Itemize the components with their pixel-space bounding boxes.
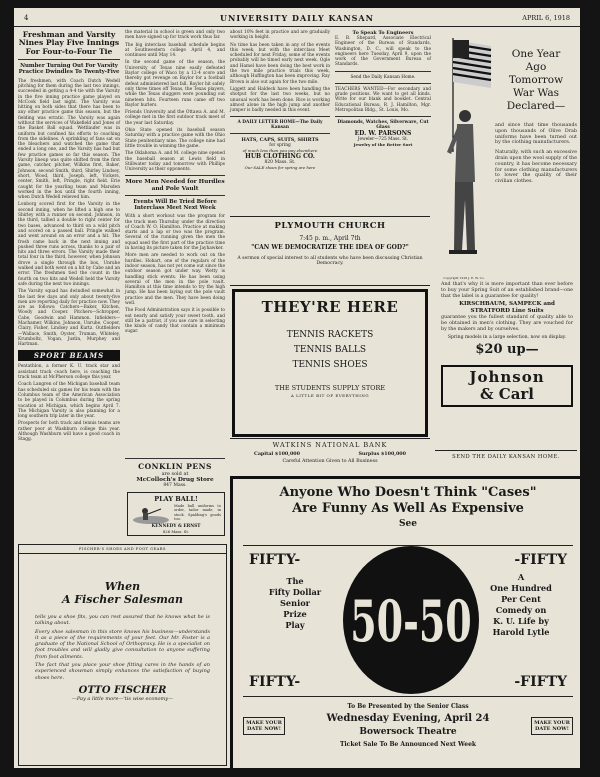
article-text: More men are needed to work out on the hurdles. Hobart, one of the regulars of the indoor season, has not yet come out since the outdoor season got under way. Wetty is handling stick events. He has been using several of the men in the pole vault. Hamilton at this time intends to try the high jump. He has been laying out the pole vault practice and the men. They have been doing well. <box>125 253 225 306</box>
fischer-ad <box>18 544 227 766</box>
daily-letter-line: A DAILY LETTER HOME—The Daily Kansan <box>237 120 323 131</box>
baseball-subhead: Number Turning Out For Varsity Practice Dwindles To Twenty-Five <box>18 63 120 76</box>
article-text: The Varsity squad has dwindled somewhat in the last few days and only about twenty-five men are reporting daily for practice now. They are as follows: Catchers—Baker, Kitchen, Woody and Cooper. Pitchers—Schropper, Cabe, Goodwin and Hammon. Infielders—Machamer, Wilkins, Johnson, Unruhe, Cooper, Clairy, Fisher, Lindsey and Kurtz. Outfielders—Wallace, Smith, Oyster, Truman, Whiteley, Krumboltz, Vogan, Justin, Murphey and Hartman. <box>18 289 120 348</box>
track-subhead: Events Will Be Tried Before Interclass Meet Next Week <box>133 198 217 212</box>
hats-ad-line: of much less than you pay elsewhere <box>242 148 318 154</box>
bank-note: Careful Attention Given to All Business <box>282 459 378 464</box>
fischer-body: Every shoe salesman in this store knows his business—understands it as a piece of the requirements of your feet. Our Mr. Foster is a graduate of the National School of Orthopraxy. He is a specialist on foot troubles and will gladly give consultation to anyone suffering from foot ailments. <box>35 628 210 660</box>
column-2 <box>125 30 225 337</box>
divider <box>18 59 120 60</box>
parsons-tag: Jewelry of the Better Sort <box>353 142 413 148</box>
ball-player-icon <box>131 505 171 525</box>
hats-ad-line: for spring <box>269 143 291 149</box>
play-headline: Are Funny As Well As Expensive <box>292 501 524 516</box>
column-1 <box>18 30 120 445</box>
article-text: E. B. Shepard, Associate Electrical Engineer of the Bureau of Standards, Washington, D. C., will speak to the engineers here Tuesday, April 9, upon the work of the Government Bureau of Standards. <box>335 36 431 68</box>
send-home-line: Send the Daily Kansan Home. <box>350 74 416 80</box>
play-ball-text: Made ball uniforms to order, tailor made, in stock. Spalding's goods too. <box>174 504 221 522</box>
bank-capital: Capital $100,000 <box>254 451 300 457</box>
watkins-bank-ad <box>230 438 430 469</box>
johnson-carl-ad <box>435 30 577 435</box>
divider <box>230 116 330 117</box>
page-number: 4 <box>24 14 29 22</box>
article-text: The Oklahoma A. and M. college nine opened the baseball season at Lewis field in Stillwater today and tomorrow with Phillips University as their opponents. <box>125 151 225 173</box>
conklin-addr: 847 Mass. <box>163 483 187 488</box>
divider <box>335 83 431 84</box>
jc-body: guarantee you the fullest standard of quality able to be obtained in men's clothing. They are vouched for by the makers and by ourselves. <box>441 315 573 332</box>
divider <box>335 116 431 117</box>
fischer-name: OTTO FISCHER <box>78 684 167 696</box>
play-right-line: A <box>517 572 525 582</box>
play-venue: Bowersock Theatre <box>359 727 457 737</box>
baseball-headline: Freshman and Varsity Nines Play Five Innings For Four-to-Four Tie <box>18 30 120 56</box>
bank-surplus: Surplus $100,000 <box>358 451 406 457</box>
fischer-body: The fact that you place your shoe fitting cares in the hands of an experienced showman simply enhances the satisfaction of buying shoes here. <box>35 662 210 681</box>
article-text: Coach Langren of the Michigan baseball team has scheduled six games for his team with the Columbus team of the American Association to be played in Columbus during the spring vacation at Michigan, which begins April 7. The Michigan Varsity is also planning for a long southern trip later in the year. <box>18 382 120 420</box>
supply-item: TENNIS RACKETS <box>286 330 374 340</box>
conklin-title: CONKLIN PENS <box>138 462 212 471</box>
article-text: The Food Administration says it is possible to eat nearly and satisfy your sweet tooth, and still be a patriot, if you use care in selecting the kinds of candy that contain a minimum sugar. <box>125 308 225 335</box>
plymouth-church-ad <box>230 216 430 286</box>
play-date: Wednesday Evening, April 24 <box>326 713 490 724</box>
supply-store: THE STUDENTS SUPPLY STORE <box>274 384 386 392</box>
play-ball-title: PLAY BALL! <box>154 495 198 503</box>
jc-body: and since that time thousands upon thousands of Olive Drab uniforms have been turned out by the clothing manufacturers. <box>495 123 577 146</box>
divider <box>230 133 330 134</box>
play-right-line: Comedy on <box>495 605 547 615</box>
students-supply-ad <box>232 289 428 437</box>
hub-clothing-tag: Our SALE shoes for spring are here <box>244 165 316 171</box>
circle-number: 50-50 <box>350 586 472 654</box>
article-text: Ohio State opened its baseball season Saturday with a practice game with the Ohio State penitentiary nine. The college nine had little trouble in winning the game. <box>125 128 225 149</box>
article-text: Friends University and the Ottawa A. and M. college met in the first outdoor track meet of the year last Saturday. <box>125 110 225 126</box>
bank-title: WATKINS NATIONAL BANK <box>272 441 388 449</box>
soldier-illustration <box>435 32 493 282</box>
fifty-label: FIFTY- <box>249 674 301 690</box>
supply-item: TENNIS BALLS <box>293 345 367 355</box>
article-text: No time has been taken in any of the events this week, but with the interclass Meet scheduled for next Friday, some of the events probably will be timed early next week. Ogle and Hamel have been doing the best work in the two mile practice trials this week, although Huffington has been improving. Ray Brown is also out again for the two mile. <box>230 42 330 85</box>
article-text: the material in school is green and only two men have signed up for track work thus far. <box>125 30 225 41</box>
jc-body: Naturally, with such an excessive drain upon the wool supply of the country, it has become necessary for some clothing manufacturers to lower the quality of their civilian clothes. <box>495 150 577 185</box>
fifty-fifty-play-ad <box>230 476 580 768</box>
jc-headline: Tomorrow <box>508 74 564 86</box>
jc-logo <box>441 365 573 407</box>
jc-headline: Ago <box>525 61 547 73</box>
article-text: The freshmen, with Coach Dutch Wedell pitching for them during the last two innings, succeeded in getting a 4-4 tie with the Varsity in the five inning practice game played on McCook field last night. The Varsity was hitting on both sides that there has been to any other practice game this season, but the fielding was erratic. The Varsity was again without the services of Wakefield and Jones of the Basket Ball squad. Wettlaufer was in uniform but confined his efforts to coaching from the sidelines. A sprinkling of fans sat on the bleachers and watched the game that ended a long one, and the Varsity has had but few practice games so far this season. The Varsity lineup was quite shifted from the first game, catcher, pitcher, Wilkins first, Baker, Johnson, second Smith, third, Shirley Lindsey, short, Wood, third, Joseph, left, Vickers, center, Smith, left, Pringle, right field. Erie caught for the yearling team and Marsden worked in the box until the fourth inning, when Dutch Wedell relieved him. <box>18 78 120 201</box>
church-time: 7:45 p. m., April 7th <box>299 235 361 242</box>
play-ticket: Ticket Sale To Be Announced Next Week <box>339 741 477 748</box>
jc-headline: War Was <box>512 87 560 99</box>
fischer-headline: When <box>104 580 141 593</box>
supply-title: THEY'RE HERE <box>261 298 399 316</box>
jc-headline: One Year <box>511 48 561 60</box>
hats-ad-title: HATS, CAPS, SUITS, SHIRTS <box>241 137 319 144</box>
play-body <box>243 545 573 697</box>
play-left-text <box>255 576 335 631</box>
page-header <box>14 12 580 27</box>
conklin-line: are sold at <box>161 471 189 477</box>
fischer-headline: A Fischer Salesman <box>61 593 184 606</box>
fifty-label: -FIFTY <box>514 674 567 690</box>
newspaper-page <box>14 8 580 768</box>
play-ball-ad <box>127 492 225 536</box>
jc-price: $20 up— <box>475 341 539 357</box>
diamonds-line: Diamonds, Watches, Silverware, Cut Glass <box>337 120 429 131</box>
illustration-caption: Copyright 1918 J. E. W. Co. <box>443 276 485 280</box>
play-left-line: Play <box>285 620 305 630</box>
play-ball-name: KENNEDY & ERNST <box>151 524 201 529</box>
jc-lower-block <box>441 282 573 407</box>
play-left-line: The <box>286 576 304 586</box>
jc-body: Spring models in a large selection, now on display. <box>447 334 567 340</box>
article-text: Liggett and Haldeck have been handling the shotput for the last two weeks, but no unusual work has been done. Rice is working almost alone in the high jump and another jumper is badly needed in this event. <box>230 86 330 114</box>
church-quote: "CAN WE DEMOCRATIZE THE IDEA OF GOD?" <box>251 244 409 251</box>
fifty-fifty-circle <box>343 546 479 694</box>
play-left-line: Fifty Dollar <box>268 587 322 597</box>
article-text: Pentathlon, a former K. U. track star and assistant track coach here, is coaching the track team at McPherson college this year. <box>18 364 120 381</box>
article-text: With a short workout was the program for the track men Thursday under the direction of Coach W. O. Hamilton. Practice at making starts and a lap or two was the program. Several of the running given the men the squad used the first part of the practice time in having its picture taken for the Jayhawker. <box>125 214 225 252</box>
parsons-name: ED. W. PARSONS <box>354 130 412 138</box>
play-left-line: Senior <box>280 598 310 608</box>
jc-headline-block <box>495 48 577 187</box>
fischer-tag: —Pay a little more—'tis wise economy— <box>71 695 174 702</box>
church-title: PLYMOUTH CHURCH <box>274 221 386 231</box>
fischer-body: tells you a shoe fits, you can rest assured that he knows what he is talking about. <box>35 614 210 627</box>
soldier-flag-icon <box>435 32 493 282</box>
supply-item: TENNIS SHOES <box>292 360 368 370</box>
parsons-addr: Jeweler—725 Mass. St. <box>357 137 409 143</box>
paper-title: UNIVERSITY DAILY KANSAN <box>220 13 374 23</box>
play-right-line: Harold Lytle <box>492 627 550 637</box>
divider <box>125 458 225 459</box>
sport-beams-banner: SPORT BEAMS <box>18 350 120 361</box>
column-4 <box>335 30 431 147</box>
article-text: about 10% feet in practice and are gradually working in height. <box>230 30 330 41</box>
article-text: Lonborg scored first for the Varsity in the second inning, when he lifted a high one to Shirley with a runner on second. Johnson, in the third, tallied a double to right center for two bases, advanced to third on a wild pitch and scored on a passed ball. Pringle walked and went around on an error and a hit. The frosh came back in the next inning and pushed three runs across, thanks to a pair of hits and three errors. The Varsity made their total four in the third, however, when Johnson drove a single through the box, Unruhe walked and both went on a hit by Cabe and an error. The freshmen tied the count in the fourth on two hits and Wedell held the Varsity safe during the next two innings. <box>18 202 120 287</box>
divider <box>125 175 225 176</box>
fischer-banner: FISCHER'S SHOES AND FOOT GEARS <box>19 547 226 554</box>
jc-brand: KIRSCHBAUM, SAMPECK and STRATFORD Line Suits <box>459 301 555 315</box>
jc-logo-name: Carl <box>498 384 535 403</box>
make-date-box-left: MAKE YOUR DATE NOW! <box>243 717 285 735</box>
play-ball-addr: 826 Mass. St. <box>162 529 190 534</box>
church-desc: A sermon of special interest to all students who have been discussing Christian Democracy. <box>237 256 423 266</box>
divider <box>335 71 431 72</box>
play-right-line: One Hundred <box>490 583 552 593</box>
make-date-box-right: MAKE YOUR DATE NOW! <box>531 717 573 735</box>
play-right-text <box>479 572 563 638</box>
play-presented: To Be Presented by the Senior Class <box>347 703 469 710</box>
track-headline: More Men Needed for Hurdles and Pole Vault <box>125 179 225 192</box>
engineers-title: To Speak To Engineers <box>352 30 414 36</box>
hub-clothing-addr: 820 Mass. St. <box>264 160 296 166</box>
play-left-line: Prize <box>283 609 307 619</box>
jc-logo-name: Johnson <box>469 367 545 386</box>
fifty-label: FIFTY- <box>249 552 301 568</box>
jc-logo-amp: & <box>479 384 494 403</box>
send-home-banner: SEND THE DAILY KANSAN HOME. <box>435 450 577 460</box>
article-text: The big interclass baseball schedule begins at Southwestern college April 4, and continues until May 14. <box>125 42 225 59</box>
teachers-wanted-ad: TEACHERS WANTED—For secondary and grade positions. We want to get all kinds. Write for our blank and booklet. Central Educational Bureau, R. J. Hamilton, Mgr. Metropolitan Bldg., St. Louis, Mo. <box>335 86 431 113</box>
issue-date: APRIL 6, 1918 <box>522 14 570 22</box>
article-text: In the second game of the season, the University of Texas nine easily defeated Baylor college of Waco by a 12-4 score and thereby got revenge on Baylor for a football defeat administered last fall. Baylor hit safely only three times off Texas, the Texas players, while the Texas sluggers were pounding out nineteen hits. Fourteen runs came off two Baylor hurlers. <box>125 60 225 108</box>
supply-tag: A LITTLE BIT OF EVERYTHING <box>290 393 370 398</box>
play-see: See <box>399 519 417 529</box>
conklin-ad <box>125 455 225 488</box>
play-right-line: Per Cent <box>501 594 541 604</box>
jc-headline: Declared— <box>506 100 566 112</box>
conklin-store: McColloch's Drug Store <box>136 477 214 483</box>
ball-player-illustration <box>131 505 171 525</box>
jc-body: And that's why it is more important than ever before to buy your Spring Suit of an established brand—one that the label is a guarantee for quality! <box>441 282 573 299</box>
play-headline: Anyone Who Doesn't Think "Cases" <box>279 485 537 500</box>
article-text: Prospects for both track and tennis teams are rather poor at Washburn college this year. Although Washburn will have a good coach in Stagg. <box>18 421 120 443</box>
play-right-line: K. U. Life by <box>493 616 549 626</box>
hub-clothing-name: HUB CLOTHING CO. <box>245 153 315 161</box>
fifty-label: -FIFTY <box>514 552 567 568</box>
column-3 <box>230 30 330 170</box>
divider <box>125 195 225 196</box>
